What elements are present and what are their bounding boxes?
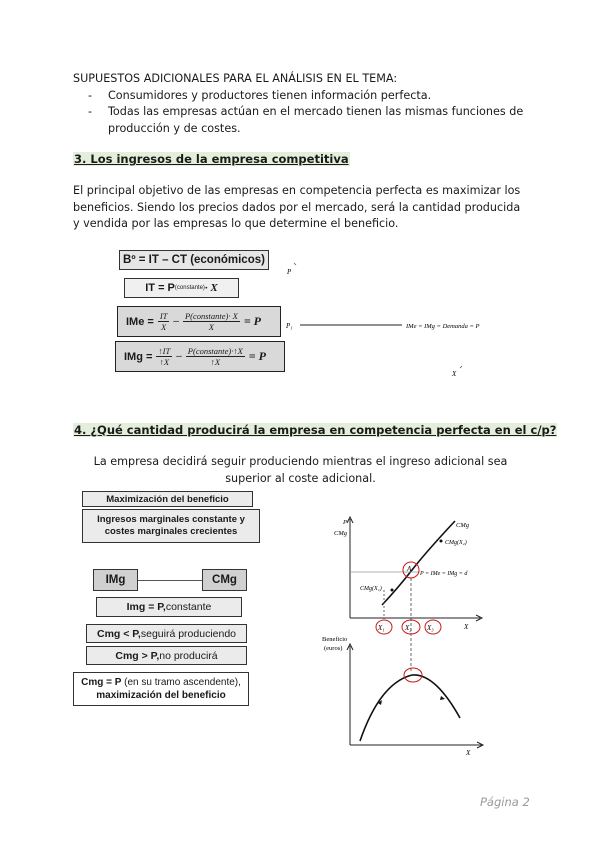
graph2-y-cmg: CMg bbox=[334, 530, 347, 537]
formula-img: IMg = $\frac{↑IT}{↑X}$ – $\frac{\text{P(constante)·↑X}}{↑X}$ = P bbox=[115, 341, 285, 372]
graph1-y-label: P bbox=[287, 268, 292, 276]
cmg-box: CMg bbox=[202, 569, 247, 591]
page-number: Página 2 bbox=[480, 795, 530, 809]
cmg-x2-label: CMg(X₂) bbox=[445, 540, 467, 546]
cmg-equals-p-box: Cmg = P (en su tramo ascendente), maximización del beneficio bbox=[73, 672, 249, 706]
graph2-x-bottom: X bbox=[466, 749, 471, 756]
section4-paragraph: La empresa decidirá seguir produciendo mientras el ingreso adicional sea superior al coste adicional. bbox=[93, 455, 508, 485]
cmg-x1-label: CMg(X₁) bbox=[360, 586, 382, 592]
beneficio-label: Beneficio bbox=[322, 636, 348, 643]
profit-max-graph bbox=[320, 513, 490, 756]
graph2-x-top: X bbox=[464, 623, 469, 631]
graph1-line-label: IMe = IMg = Demanda = P bbox=[406, 323, 480, 330]
section4-heading: 4. ¿Qué cantidad producirá la empresa en competencia perfecta en el c/p? bbox=[74, 423, 557, 437]
intro-bullet-2: - Todas las empresas actúan en el mercado tienen las mismas funciones de producción y de costes. bbox=[88, 104, 528, 137]
conditions-box: Ingresos marginales constante y costes marginales crecientes bbox=[82, 509, 260, 543]
max-title-box: Maximización del beneficio bbox=[82, 491, 253, 507]
price-line-graph bbox=[282, 250, 492, 380]
graph1-price-label: P₁ bbox=[286, 322, 293, 330]
intro-bullet-1-text: Consumidores y productores tienen información perfecta. bbox=[108, 89, 432, 102]
cmg-curve-label: CMg bbox=[456, 522, 469, 529]
x3-label: X₃ bbox=[427, 624, 434, 632]
cmg-greater-p-box: Cmg > P, no producirá bbox=[86, 646, 247, 665]
section3-heading: 3. Los ingresos de la empresa competitiva bbox=[74, 152, 349, 166]
x1-label: X₁ bbox=[378, 624, 385, 632]
intro-title: SUPUESTOS ADICIONALES PARA EL ANÁLISIS EN EL TEMA: bbox=[73, 72, 398, 85]
formula-it: IT = P (constante) · X bbox=[124, 278, 239, 298]
x2-label: X₂ bbox=[405, 624, 412, 632]
intro-bullet-1: - Consumidores y productores tienen información perfecta. bbox=[88, 88, 528, 105]
point-a-label: A bbox=[407, 565, 412, 573]
cmg-less-p-box: Cmg < P, seguirá produciendo bbox=[86, 624, 247, 643]
formula-beneficio: Bº = IT – CT (económicos) bbox=[119, 250, 269, 270]
img-equals-p-box: Img = P, constante bbox=[96, 597, 242, 617]
euros-label: (euros) bbox=[324, 645, 343, 652]
img-box: IMg bbox=[93, 569, 138, 591]
section3-paragraph: El principal objetivo de las empresas en competencia perfecta es maximizar los beneficios. Siendo los precios dados por el mercado, será la cantidad producida y vendida por las empresas lo que determine el beneficio. bbox=[73, 184, 521, 230]
profit-curve bbox=[360, 675, 460, 741]
graph2-y-p: P bbox=[343, 519, 347, 526]
graph1-x-label: X bbox=[452, 370, 457, 378]
cmg-curve bbox=[382, 521, 455, 605]
intro-bullet-2-text: Todas las empresas actúan en el mercado tienen las mismas funciones de producción y de costes. bbox=[108, 105, 524, 135]
img-cmg-connector bbox=[138, 580, 202, 581]
formula-ime: IMe = $\frac{IT}{X}$ – $\frac{\text{P(constante)· X}}{X}$ = P bbox=[117, 306, 281, 337]
graph2-price-label: P = IMe = IMg = d bbox=[420, 571, 468, 577]
